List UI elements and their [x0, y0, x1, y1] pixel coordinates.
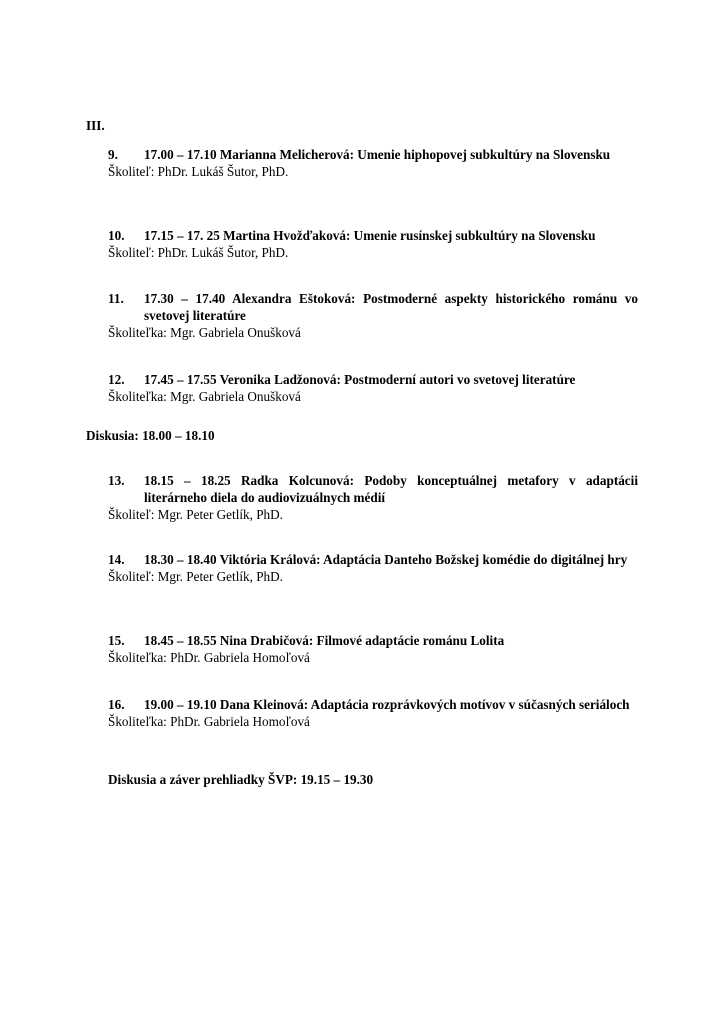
item-supervisor: Školiteľka: Mgr. Gabriela Onušková — [108, 389, 301, 404]
item-supervisor: Školiteľ: Mgr. Peter Getlík, PhD. — [108, 507, 283, 522]
discussion-break: Diskusia: 18.00 – 18.10 — [86, 428, 215, 443]
item-title-text: 18.15 – 18.25 Radka Kolcunová: Podoby konceptuálnej metafory v adaptácii literárneho diela do audiovizuálnych médií — [144, 473, 638, 505]
item-supervisor: Školiteľ: PhDr. Lukáš Šutor, PhD. — [108, 164, 289, 179]
item-number: 11. — [108, 291, 124, 306]
item-title — [108, 632, 638, 649]
program-item-15 — [108, 632, 638, 666]
item-title — [108, 227, 638, 244]
item-title — [108, 290, 638, 324]
section-heading: III. — [86, 118, 105, 133]
item-title-text: 17.15 – 17. 25 Martina Hvožďaková: Umenie rusínskej subkultúry na Slovensku — [144, 228, 596, 243]
item-supervisor: Školiteľka: Mgr. Gabriela Onušková — [108, 325, 301, 340]
item-title-text: 18.45 – 18.55 Nina Drabičová: Filmové adaptácie románu Lolita — [144, 633, 505, 648]
item-title-text: 17.00 – 17.10 Marianna Melicherová: Umenie hiphopovej subkultúry na Slovensku — [144, 147, 611, 162]
item-supervisor: Školiteľ: PhDr. Lukáš Šutor, PhD. — [108, 245, 289, 260]
program-item-14 — [108, 551, 638, 585]
item-title — [108, 472, 638, 506]
item-number: 15. — [108, 633, 125, 648]
program-item-10 — [108, 227, 638, 261]
item-number: 16. — [108, 697, 125, 712]
item-number: 9. — [108, 147, 118, 162]
item-supervisor: Školiteľka: PhDr. Gabriela Homoľová — [108, 714, 310, 729]
item-supervisor: Školiteľka: PhDr. Gabriela Homoľová — [108, 650, 310, 665]
item-number: 10. — [108, 228, 125, 243]
program-item-13 — [108, 472, 638, 523]
item-title — [108, 551, 638, 568]
item-title-text: 17.30 – 17.40 Alexandra Eštoková: Postmoderné aspekty historického románu vo svetovej literatúre — [144, 291, 638, 323]
item-title-text: 17.45 – 17.55 Veronika Ladžonová: Postmoderní autori vo svetovej literatúre — [144, 372, 576, 387]
item-supervisor: Školiteľ: Mgr. Peter Getlík, PhD. — [108, 569, 283, 584]
closing-discussion: Diskusia a záver prehliadky ŠVP: 19.15 – 19.30 — [108, 772, 374, 787]
program-item-9 — [108, 146, 638, 180]
item-title — [108, 696, 638, 713]
item-title-text: 18.30 – 18.40 Viktória Králová: Adaptácia Danteho Božskej komédie do digitálnej hry — [144, 552, 628, 567]
item-number: 14. — [108, 552, 125, 567]
item-number: 12. — [108, 372, 125, 387]
program-item-16 — [108, 696, 638, 730]
item-title — [108, 146, 638, 163]
program-item-12 — [108, 371, 638, 405]
item-title-text: 19.00 – 19.10 Dana Kleinová: Adaptácia rozprávkových motívov v súčasných seriáloch — [144, 697, 630, 712]
program-item-11 — [108, 290, 638, 341]
item-title — [108, 371, 638, 388]
item-number: 13. — [108, 473, 125, 488]
